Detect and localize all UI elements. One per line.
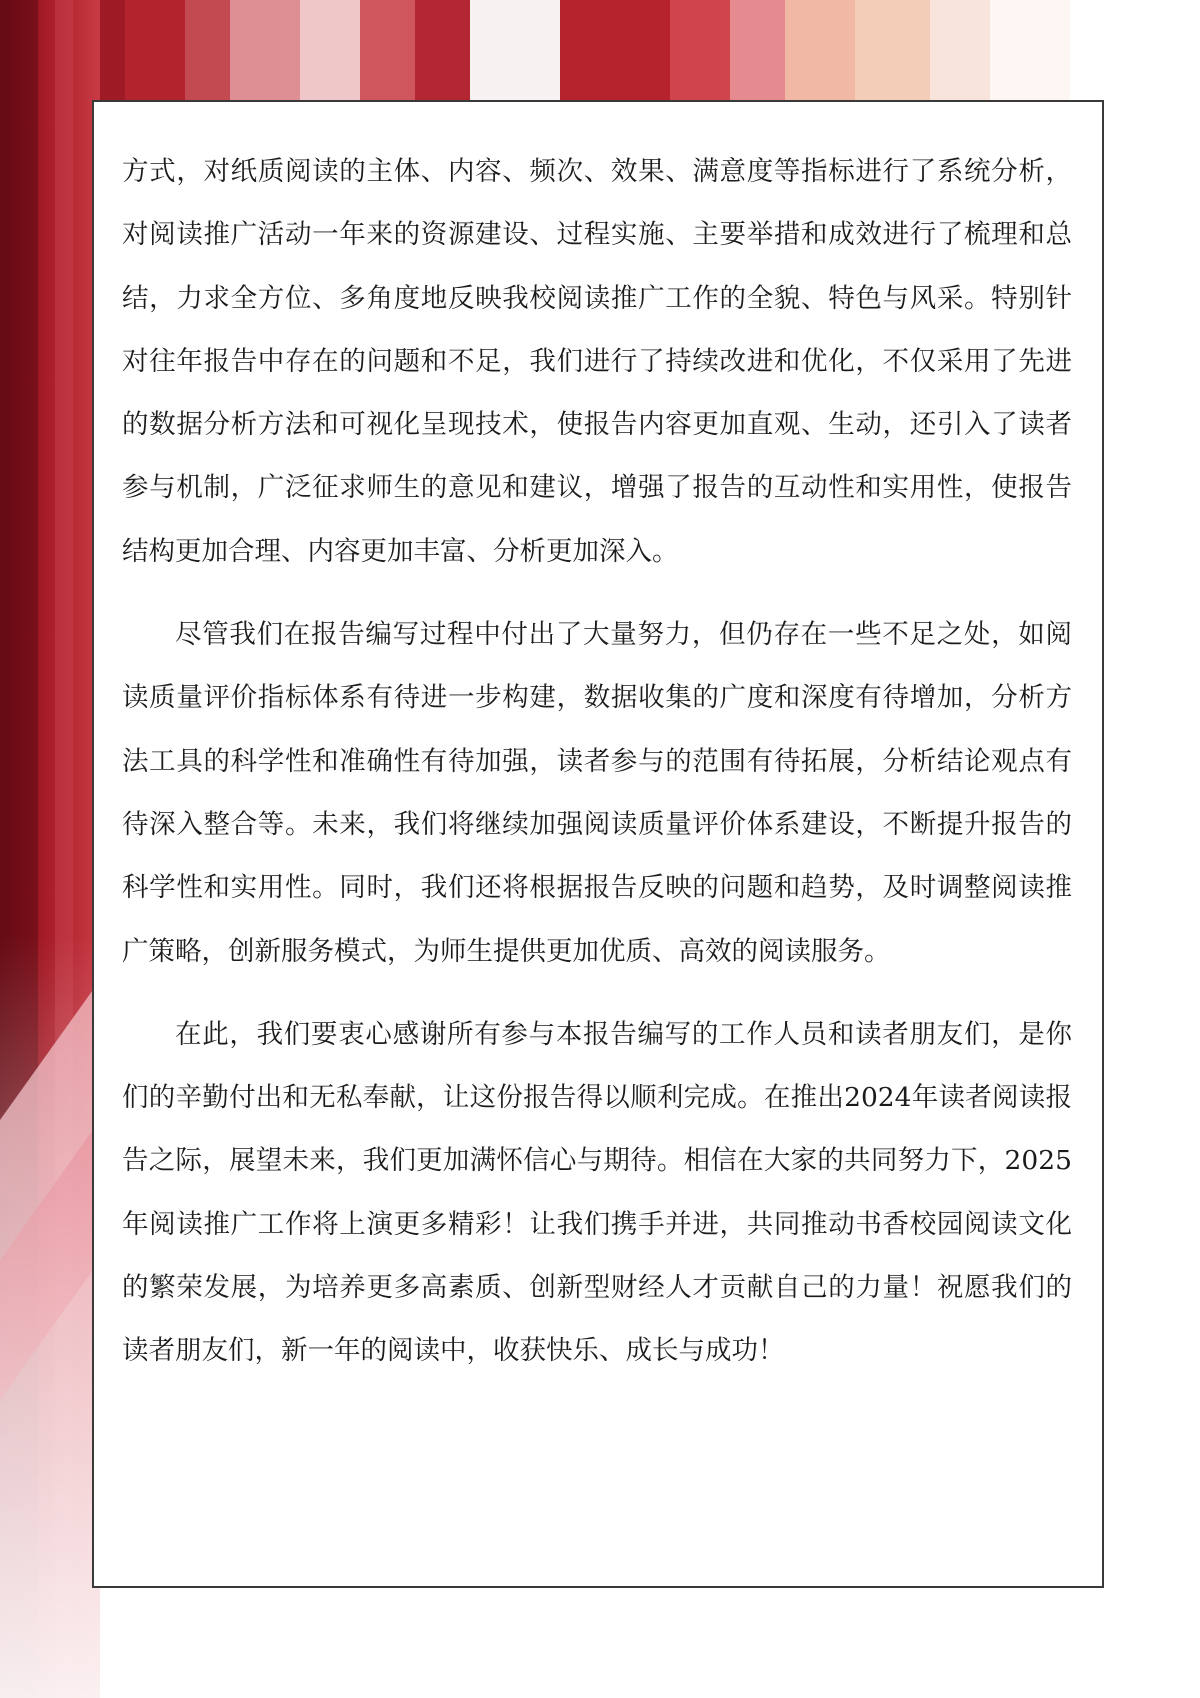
top-stripe-8 — [415, 0, 470, 110]
top-stripe-5 — [230, 0, 300, 110]
top-stripe-9 — [470, 0, 560, 110]
top-stripe-11 — [670, 0, 730, 110]
top-stripe-7 — [360, 0, 415, 110]
document-body — [122, 140, 1072, 1383]
paragraph-3: 在此，我们要衷心感谢所有参与本报告编写的工作人员和读者朋友们，是你们的辛勤付出和无私奉献，让这份报告得以顺利完成。在推出2024年读者阅读报告之际，展望未来，我们更加满怀信心与期待。相信在大家的共同努力下，2025年阅读推广工作将上演更多精彩！让我们携手并进，共同推动书香校园阅读文化的繁荣发展，为培养更多高素质、创新型财经人才贡献自己的力量！祝愿我们的读者朋友们，新一年的阅读中，收获快乐、成长与成功！ — [122, 1018, 1072, 1367]
top-stripe-6 — [300, 0, 360, 110]
top-stripe-17 — [1070, 0, 1200, 110]
top-stripe-15 — [930, 0, 990, 110]
top-stripe-14 — [855, 0, 930, 110]
top-stripe-13 — [785, 0, 855, 110]
top-stripe-4 — [185, 0, 230, 110]
top-stripe-12 — [730, 0, 785, 110]
paragraph-1: 方式，对纸质阅读的主体、内容、频次、效果、满意度等指标进行了系统分析，对阅读推广活动一年来的资源建设、过程实施、主要举措和成效进行了梳理和总结，力求全方位、多角度地反映我校阅读推广工作的全貌、特色与风采。特别针对往年报告中存在的问题和不足，我们进行了持续改进和优化，不仅采用了先进的数据分析方法和可视化呈现技术，使报告内容更加直观、生动，还引入了读者参与机制，广泛征求师生的意见和建议，增强了报告的互动性和实用性，使报告结构更加合理、内容更加丰富、分析更加深入。 — [122, 156, 1072, 567]
top-stripe-3 — [125, 0, 185, 110]
left-panel-fade — [0, 0, 100, 1698]
text-frame — [92, 100, 1104, 1588]
top-stripe-10 — [560, 0, 670, 110]
paragraph-2: 尽管我们在报告编写过程中付出了大量努力，但仍存在一些不足之处，如阅读质量评价指标体系有待进一步构建，数据收集的广度和深度有待增加，分析方法工具的科学性和准确性有待加强，读者参与的范围有待拓展，分析结论观点有待深入整合等。未来，我们将继续加强阅读质量评价体系建设，不断提升报告的科学性和实用性。同时，我们还将根据报告反映的问题和趋势，及时调整阅读推广策略，创新服务模式，为师生提供更加优质、高效的阅读服务。 — [122, 619, 1072, 967]
top-stripe-16 — [990, 0, 1070, 110]
